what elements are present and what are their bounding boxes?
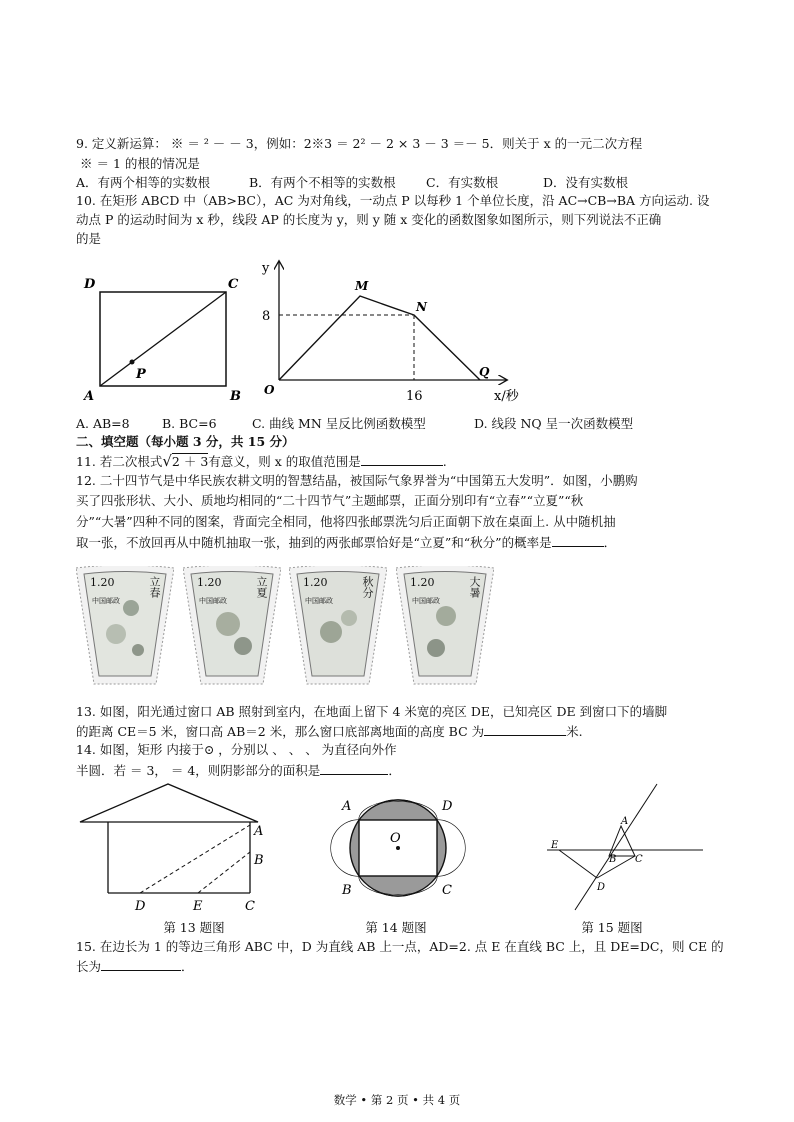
q14-figure [318, 782, 478, 912]
q10-function-graph [258, 254, 528, 404]
roof [80, 784, 258, 822]
q14-line2-end: ． [388, 763, 401, 778]
q15-figure [545, 782, 715, 917]
q15-line2-end: ． [181, 959, 194, 974]
q11-text-after: 有意义，则 x 的取值范围是 [208, 454, 361, 469]
label-c: C [245, 899, 255, 914]
label-o: O [390, 831, 401, 846]
stamp-value: 1.20 [303, 576, 328, 589]
q11-radicand: 2 ＋ 3 [171, 454, 209, 469]
segment-de [559, 850, 597, 878]
label-a: A [254, 824, 264, 839]
stamp-name: 立春 [148, 576, 161, 598]
q15-answer-blank [101, 956, 181, 971]
label-d: D [442, 799, 453, 814]
label-y: y [262, 261, 270, 276]
label-o: O [264, 383, 275, 397]
stamp-value: 1.20 [90, 576, 115, 589]
q13-answer-blank [484, 721, 566, 736]
q14-answer-blank [320, 760, 388, 775]
q13-line1: 13. 如图，阳光通过窗口 AB 照射到室内，在地面上留下 4 米宽的亮区 DE，已知亮区 DE 到窗口下的墙脚 [76, 704, 668, 719]
label-m: M [355, 279, 369, 293]
label-a: A [84, 389, 95, 404]
point-p [130, 360, 135, 365]
graph-curve [279, 296, 480, 380]
q12-line3: 分”“大暑”四种不同的图案，背面完全相同，他将四张邮票洗匀后正面朝下放在桌面上. 从中随机抽 [76, 514, 616, 529]
label-d: D [135, 899, 146, 914]
label-q: Q [479, 365, 490, 379]
stamp-lixia [183, 566, 281, 686]
stamp-name: 秋分 [361, 576, 374, 598]
stamp-country: 中国邮政 [305, 597, 333, 605]
q12-line4-end: ． [603, 535, 617, 550]
section-fill-in-heading: 二、填空题（每小题 3 分，共 15 分） [76, 434, 295, 449]
q9-option-b: B．有两个不相等的实数根 [249, 175, 396, 190]
q15-line2 [76, 956, 194, 977]
q14-line2-text: 半圆．若 ＝ 3， ＝ 4，则阴影部分的面积是 [76, 763, 321, 778]
label-e: E [193, 899, 203, 914]
stamp-name: 大暑 [468, 576, 481, 598]
label-b: B [342, 883, 352, 898]
label-b: B [609, 854, 617, 865]
stamp-value: 1.20 [410, 576, 435, 589]
q12-answer-blank [552, 532, 604, 547]
stamp-country: 中国邮政 [199, 597, 227, 605]
top-semicircle-shade [359, 801, 437, 820]
label-p: P [136, 367, 146, 382]
q10-option-d: D. 线段 NQ 呈一次函数模型 [474, 416, 634, 431]
q13-line2 [76, 721, 583, 742]
label-d: D [597, 882, 606, 893]
q9-option-a: A．有两个相等的实数根 [76, 175, 211, 190]
q10-rectangle-figure [80, 270, 250, 408]
q9-line1: 9. 定义新运算： ※ ＝ ² － － 3，例如：2※3 ＝ 2² － 2 × 3 － 3 ＝－ 5．则关于 x 的一元二次方程 [76, 136, 643, 151]
sqrt-sign: √ [162, 452, 172, 470]
q10-option-c: C. 曲线 MN 呈反比例函数模型 [252, 416, 426, 431]
stamp-qiufen [289, 566, 387, 686]
label-b: B [230, 389, 241, 404]
q9-option-d: D．没有实数根 [543, 175, 629, 190]
label-c: C [635, 854, 643, 865]
stamp-name: 立夏 [255, 576, 268, 598]
label-a: A [621, 816, 629, 827]
q13-caption: 第 13 题图 [163, 920, 225, 935]
label-a: A [342, 799, 352, 814]
light-ray-b [198, 852, 250, 893]
q12-line4 [76, 532, 616, 553]
q15-line1: 15. 在边长为 1 的等边三角形 ABC 中，D 为直线 AB 上一点，AD=2. 点 E 在直线 BC 上，且 DE=DC，则 CE 的 [76, 939, 724, 954]
q11-text-before: 11. 若二次根式 [76, 454, 163, 469]
q9-option-c: C．有实数根 [426, 175, 499, 190]
label-n: N [416, 300, 427, 314]
stamp-lichun [76, 566, 174, 686]
q9-line2: ※ ＝ 1 的根的情况是 [80, 156, 200, 171]
q15-caption: 第 15 题图 [581, 920, 643, 935]
q13-line2-text: 的距离 CE＝5 米，窗口高 AB＝2 米，那么窗口底部离地面的高度 BC 为 [76, 724, 485, 739]
stamp-value: 1.20 [197, 576, 222, 589]
line-ab [575, 784, 657, 910]
q14-caption: 第 14 题图 [365, 920, 427, 935]
q12-line2: 买了四张形状、大小、质地均相同的“二十四节气”主题邮票，正面分别印有“立春”“立夏”“秋 [76, 493, 584, 508]
q13-line2-end: 米. [566, 724, 583, 739]
q10-option-a: A. AB=8 [76, 416, 130, 431]
q12-line1: 12. 二十四节气是中华民族农耕文明的智慧结晶，被国际气象界誉为“中国第五大发明”．如图，小鹏购 [76, 473, 638, 488]
page-footer: 数学 • 第 2 页 • 共 4 页 [333, 1093, 461, 1107]
q14-line1: 14. 如图，矩形 内接于⊙ ，分别以 、 、 、 为直径向外作 [76, 742, 397, 757]
label-c: C [228, 277, 239, 292]
label-c: C [442, 883, 452, 898]
label-e: E [551, 840, 559, 851]
label-16: 16 [406, 389, 423, 404]
stamp-country: 中国邮政 [412, 597, 440, 605]
diagonal-ac [100, 292, 226, 386]
q12-line4-text: 取一张，不放回再从中随机抽取一张，抽到的两张邮票恰好是“立夏”和“秋分”的概率是 [76, 535, 552, 550]
stamp-country: 中国邮政 [92, 597, 120, 605]
label-8: 8 [262, 309, 271, 324]
stamp-dashu [396, 566, 494, 686]
label-x-unit: x/秒 [494, 389, 519, 404]
q10-line1: 10. 在矩形 ABCD 中（AB>BC），AC 为对角线，一动点 P 以每秒 1 个单位长度，沿 AC→CB→BA 方向运动. 设 [76, 193, 710, 208]
q13-figure [78, 780, 278, 915]
label-b: B [254, 853, 264, 868]
q11-answer-blank [361, 451, 443, 466]
q11-line: 11. 若二次根式√2 ＋ 3有意义，则 x 的取值范围是 . [76, 452, 447, 470]
center-point [396, 846, 400, 850]
q10-line2: 动点 P 的运动时间为 x 秒，线段 AP 的长度为 y，则 y 随 x 变化的函数图象如图所示，则下列说法不正确 [76, 212, 662, 227]
q10-option-b: B. BC=6 [162, 416, 217, 431]
q14-line2 [76, 760, 401, 781]
q15-line2-text: 长为 [76, 959, 102, 974]
bottom-semicircle-shade [359, 876, 437, 895]
q10-line3: 的是 [76, 231, 102, 246]
label-d: D [84, 277, 96, 292]
light-ray-a [140, 825, 250, 893]
